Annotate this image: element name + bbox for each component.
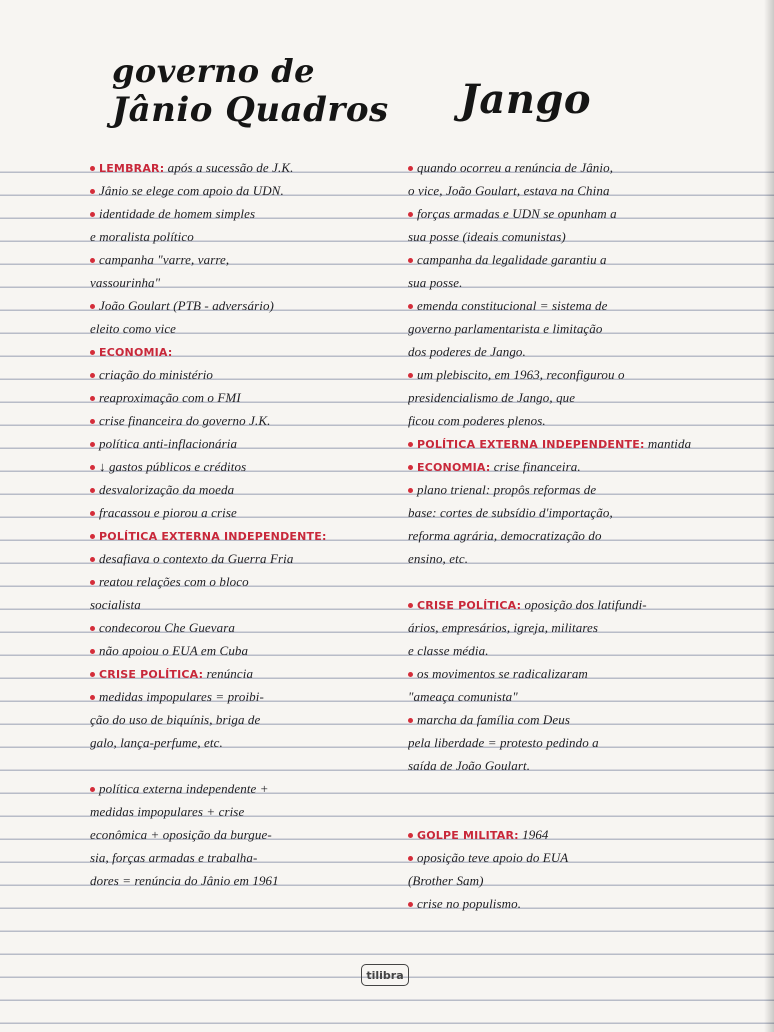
- section-heading: CRISE POLÍTICA:: [99, 668, 204, 681]
- note-line: [408, 501, 748, 524]
- note-line: [90, 846, 410, 869]
- right-column-notes: [408, 156, 748, 915]
- note-text: reforma agrária, democratização do: [408, 528, 602, 543]
- note-text: oposição teve apoio do EUA: [417, 850, 569, 865]
- note-text: campanha da legalidade garantiu a: [417, 252, 607, 267]
- note-line: [408, 524, 748, 547]
- note-line: [90, 524, 410, 547]
- note-line: [408, 708, 748, 731]
- note-text: ↓ gastos públicos e créditos: [99, 459, 247, 474]
- note-text: fracassou e piorou a crise: [99, 505, 237, 520]
- note-line: [408, 616, 748, 639]
- title-line-1: governo de: [112, 52, 316, 90]
- note-line: [408, 179, 748, 202]
- note-line: [408, 823, 748, 846]
- note-text: renúncia: [203, 666, 254, 681]
- bullet-dot-icon: [90, 419, 95, 424]
- note-line: [408, 432, 748, 455]
- note-text: um plebiscito, em 1963, reconfigurou o: [417, 367, 625, 382]
- note-line: [90, 248, 410, 271]
- note-text: ção do uso de biquínis, briga de: [90, 712, 261, 727]
- note-text: plano trienal: propôs reformas de: [417, 482, 597, 497]
- note-line: [90, 708, 410, 731]
- bullet-dot-icon: [90, 396, 95, 401]
- note-text: João Goulart (PTB - adversário): [99, 298, 274, 313]
- bullet-dot-icon: [408, 488, 413, 493]
- section-heading: GOLPE MILITAR:: [417, 829, 519, 842]
- brand-logo: tilibra: [361, 964, 409, 986]
- note-text: vassourinha": [90, 275, 161, 290]
- note-line: [408, 869, 748, 892]
- note-line: [90, 202, 410, 225]
- bullet-dot-icon: [90, 534, 95, 539]
- note-text: após a sucessão de J.K.: [164, 160, 294, 175]
- note-text: governo parlamentarista e limitação: [408, 321, 603, 336]
- blank-line: [408, 777, 748, 800]
- note-text: socialista: [90, 597, 141, 612]
- note-text: Jânio se elege com apoio da UDN.: [99, 183, 284, 198]
- note-text: não apoiou o EUA em Cuba: [99, 643, 249, 658]
- note-line: [408, 478, 748, 501]
- bullet-dot-icon: [90, 465, 95, 470]
- section-heading: ECONOMIA:: [417, 461, 491, 474]
- note-text: condecorou Che Guevara: [99, 620, 236, 635]
- bullet-dot-icon: [90, 787, 95, 792]
- note-line: [90, 363, 410, 386]
- note-line: [90, 179, 410, 202]
- note-text: mantida: [644, 436, 692, 451]
- page-edge-shadow: [764, 0, 774, 1032]
- bullet-dot-icon: [408, 212, 413, 217]
- bullet-dot-icon: [408, 603, 413, 608]
- note-text: identidade de homem simples: [99, 206, 256, 221]
- note-line: [90, 639, 410, 662]
- note-text: quando ocorreu a renúncia de Jânio,: [417, 160, 614, 175]
- note-line: [408, 685, 748, 708]
- bullet-dot-icon: [90, 695, 95, 700]
- note-text: medidas impopulares = proibi-: [99, 689, 264, 704]
- note-line: [90, 386, 410, 409]
- note-line: [90, 455, 410, 478]
- section-heading: CRISE POLÍTICA:: [417, 599, 522, 612]
- note-text: marcha da família com Deus: [417, 712, 571, 727]
- bullet-dot-icon: [90, 189, 95, 194]
- note-text: crise no populismo.: [417, 896, 522, 911]
- note-text: sua posse.: [408, 275, 463, 290]
- bullet-dot-icon: [408, 373, 413, 378]
- bullet-dot-icon: [90, 626, 95, 631]
- note-line: [90, 570, 410, 593]
- note-text: reaproximação com o FMI: [99, 390, 241, 405]
- note-text: galo, lança-perfume, etc.: [90, 735, 223, 750]
- note-text: reatou relações com o bloco: [99, 574, 249, 589]
- note-text: desafiava o contexto da Guerra Fria: [99, 551, 294, 566]
- note-text: criação do ministério: [99, 367, 214, 382]
- bullet-dot-icon: [408, 833, 413, 838]
- bullet-dot-icon: [90, 350, 95, 355]
- note-line: [90, 547, 410, 570]
- note-text: ensino, etc.: [408, 551, 469, 566]
- title-line-2: Jânio Quadros: [112, 90, 389, 130]
- note-text: crise financeira.: [490, 459, 581, 474]
- bullet-dot-icon: [90, 488, 95, 493]
- note-line: [408, 271, 748, 294]
- note-text: os movimentos se radicalizaram: [417, 666, 588, 681]
- bullet-dot-icon: [408, 304, 413, 309]
- note-line: [90, 317, 410, 340]
- note-text: forças armadas e UDN se opunham a: [417, 206, 617, 221]
- note-text: (Brother Sam): [408, 873, 484, 888]
- note-line: [408, 731, 748, 754]
- note-text: oposição dos latifundi-: [521, 597, 647, 612]
- note-text: dores = renúncia do Jânio em 1961: [90, 873, 279, 888]
- note-line: [90, 869, 410, 892]
- note-line: [408, 386, 748, 409]
- note-text: 1964: [518, 827, 549, 842]
- note-text: eleito como vice: [90, 321, 177, 336]
- note-line: [408, 547, 748, 570]
- note-text: campanha "varre, varre,: [99, 252, 230, 267]
- note-line: [90, 225, 410, 248]
- note-line: [90, 409, 410, 432]
- note-line: [408, 340, 748, 363]
- left-column-notes: [90, 156, 410, 892]
- note-line: [408, 455, 748, 478]
- bullet-dot-icon: [90, 649, 95, 654]
- note-text: ficou com poderes plenos.: [408, 413, 546, 428]
- bullet-dot-icon: [90, 166, 95, 171]
- note-line: [90, 662, 410, 685]
- bullet-dot-icon: [90, 442, 95, 447]
- bullet-dot-icon: [90, 304, 95, 309]
- note-line: [408, 639, 748, 662]
- note-line: [408, 202, 748, 225]
- note-line: [408, 892, 748, 915]
- note-line: [408, 225, 748, 248]
- section-heading: POLÍTICA EXTERNA INDEPENDENTE:: [417, 438, 645, 451]
- note-line: [90, 777, 410, 800]
- note-line: [408, 294, 748, 317]
- note-text: o vice, João Goulart, estava na China: [408, 183, 610, 198]
- bullet-dot-icon: [408, 258, 413, 263]
- bullet-dot-icon: [90, 212, 95, 217]
- note-line: [408, 317, 748, 340]
- bullet-dot-icon: [408, 442, 413, 447]
- note-line: [408, 662, 748, 685]
- section-heading: LEMBRAR:: [99, 162, 165, 175]
- note-text: política anti-inflacionária: [99, 436, 238, 451]
- note-text: base: cortes de subsídio d'importação,: [408, 505, 613, 520]
- note-line: [90, 156, 410, 179]
- note-text: "ameaça comunista": [408, 689, 518, 704]
- note-line: [90, 731, 410, 754]
- section-heading: ECONOMIA:: [99, 346, 173, 359]
- blank-line: [408, 800, 748, 823]
- note-line: [408, 363, 748, 386]
- note-text: dos poderes de Jango.: [408, 344, 526, 359]
- note-line: [408, 754, 748, 777]
- bullet-dot-icon: [90, 511, 95, 516]
- note-text: e moralista político: [90, 229, 194, 244]
- note-text: e classe média.: [408, 643, 489, 658]
- bullet-dot-icon: [408, 856, 413, 861]
- section-heading: POLÍTICA EXTERNA INDEPENDENTE:: [99, 530, 327, 543]
- note-line: [90, 432, 410, 455]
- note-line: [408, 409, 748, 432]
- blank-line: [408, 570, 748, 593]
- bullet-dot-icon: [408, 166, 413, 171]
- note-text: desvalorização da moeda: [99, 482, 235, 497]
- note-text: econômica + oposição da burgue-: [90, 827, 272, 842]
- note-text: pela liberdade = protesto pedindo a: [408, 735, 599, 750]
- note-line: [90, 501, 410, 524]
- note-text: sua posse (ideais comunistas): [408, 229, 566, 244]
- note-line: [408, 248, 748, 271]
- note-text: medidas impopulares + crise: [90, 804, 245, 819]
- note-line: [408, 593, 748, 616]
- note-line: [90, 616, 410, 639]
- bullet-dot-icon: [408, 718, 413, 723]
- note-line: [90, 340, 410, 363]
- note-line: [408, 156, 748, 179]
- note-text: política externa independente +: [99, 781, 269, 796]
- note-text: ários, empresários, igreja, militares: [408, 620, 599, 635]
- bullet-dot-icon: [90, 258, 95, 263]
- note-line: [90, 478, 410, 501]
- bullet-dot-icon: [408, 902, 413, 907]
- note-text: presidencialismo de Jango, que: [408, 390, 576, 405]
- note-text: emenda constitucional = sistema de: [417, 298, 608, 313]
- bullet-dot-icon: [408, 465, 413, 470]
- bullet-dot-icon: [90, 672, 95, 677]
- note-line: [90, 800, 410, 823]
- note-text: sia, forças armadas e trabalha-: [90, 850, 258, 865]
- note-text: crise financeira do governo J.K.: [99, 413, 271, 428]
- title-line-3: Jango: [460, 76, 592, 123]
- note-line: [90, 294, 410, 317]
- note-line: [408, 846, 748, 869]
- note-line: [90, 823, 410, 846]
- bullet-dot-icon: [90, 373, 95, 378]
- bullet-dot-icon: [90, 557, 95, 562]
- note-line: [90, 271, 410, 294]
- note-line: [90, 593, 410, 616]
- blank-line: [90, 754, 410, 777]
- bullet-dot-icon: [408, 672, 413, 677]
- note-line: [90, 685, 410, 708]
- bullet-dot-icon: [90, 580, 95, 585]
- note-text: saída de João Goulart.: [408, 758, 531, 773]
